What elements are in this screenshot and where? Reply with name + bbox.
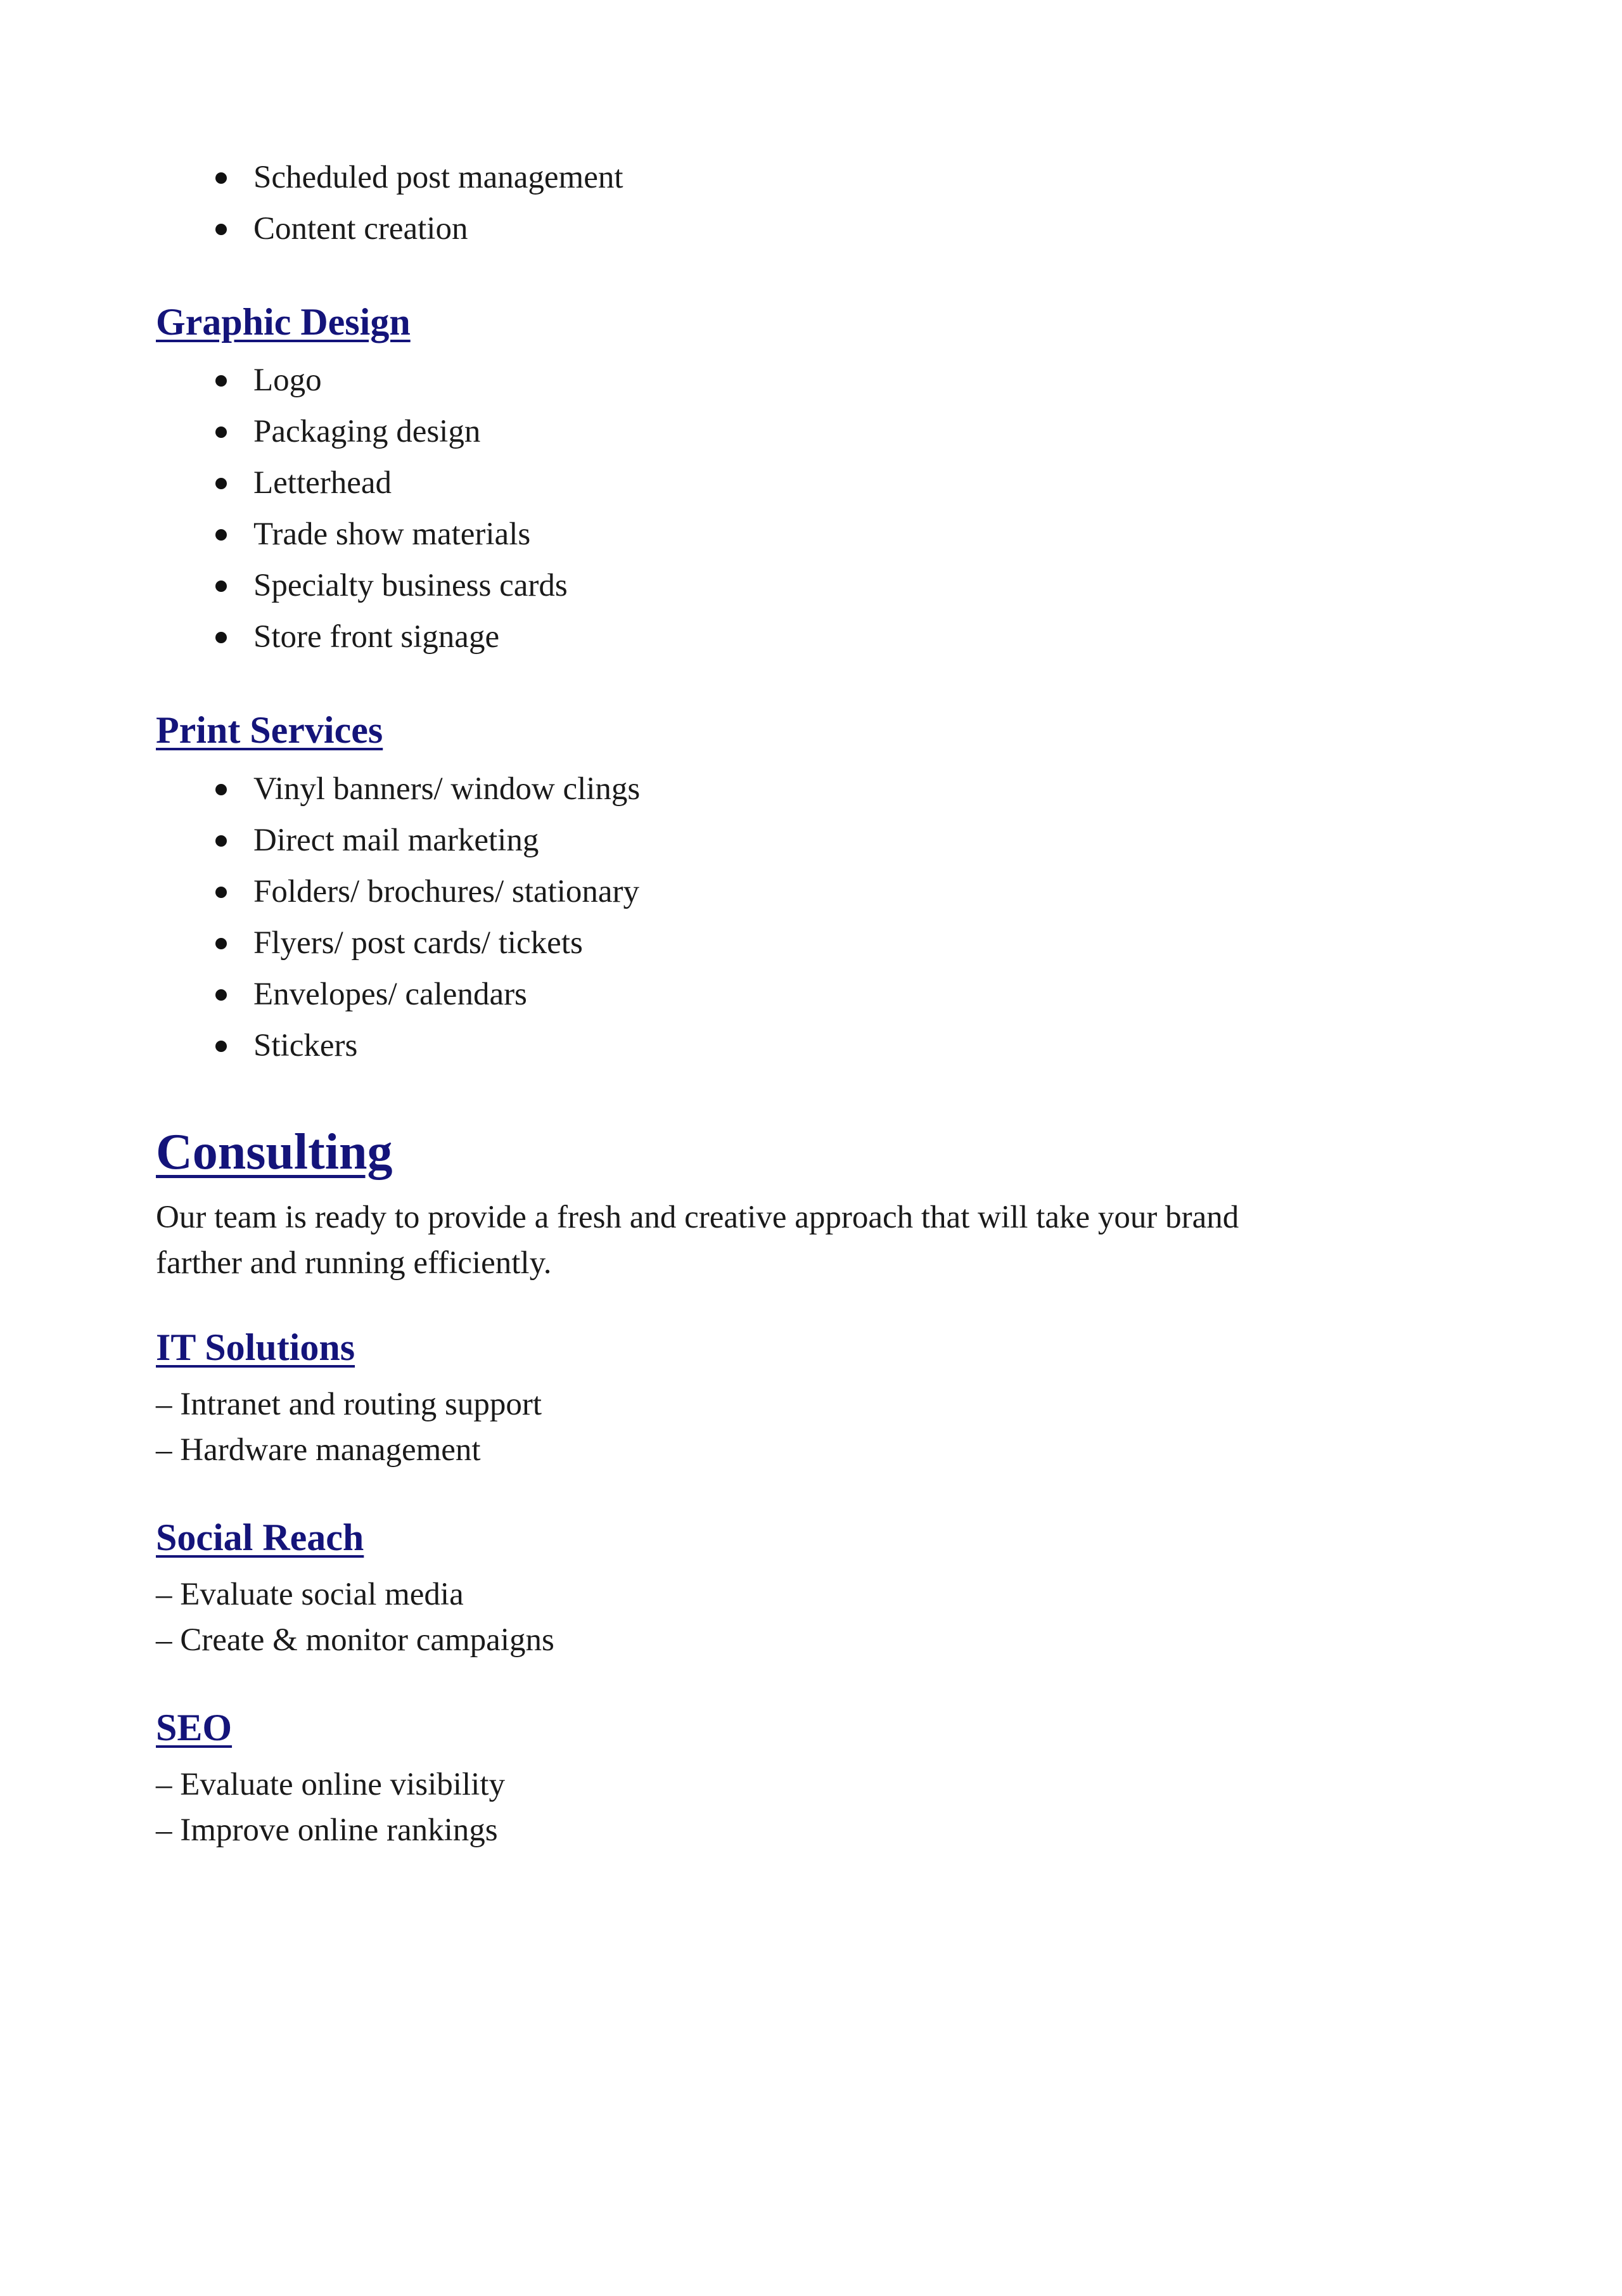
social-reach-heading[interactable]: Social Reach	[156, 1517, 364, 1558]
list-item: Folders/ brochures/ stationary	[156, 866, 640, 918]
list-item: Trade show materials	[156, 509, 568, 560]
bullet-icon	[215, 426, 227, 438]
list-item: Letterhead	[156, 458, 568, 509]
bullet-icon	[215, 375, 227, 387]
bullet-icon	[215, 989, 227, 1001]
list-item: Packaging design	[156, 406, 568, 458]
list-item: Scheduled post management	[156, 152, 623, 203]
graphic-design-list	[156, 355, 568, 663]
bullet-icon	[215, 529, 227, 541]
list-item: Envelopes/ calendars	[156, 969, 640, 1020]
bullet-icon	[215, 835, 227, 847]
list-item: Vinyl banners/ window clings	[156, 764, 640, 815]
bullet-icon	[215, 887, 227, 898]
seo-heading[interactable]: SEO	[156, 1707, 233, 1748]
list-item: Direct mail marketing	[156, 815, 640, 866]
bullet-icon	[215, 632, 227, 643]
bullet-icon	[215, 478, 227, 489]
seo-lines	[156, 1762, 505, 1853]
it-solutions-heading[interactable]: IT Solutions	[156, 1326, 355, 1368]
list-item: Logo	[156, 355, 568, 406]
list-item: – Evaluate social media	[156, 1577, 464, 1612]
list-item: Stickers	[156, 1020, 640, 1072]
list-item: Flyers/ post cards/ tickets	[156, 918, 640, 969]
list-item: – Create & monitor campaigns	[156, 1622, 554, 1658]
bullet-icon	[215, 172, 227, 184]
consulting-intro-line: Our team is ready to provide a fresh and creative approach that will take your brand	[156, 1200, 1239, 1235]
bullet-icon	[215, 580, 227, 592]
list-item: – Hardware management	[156, 1432, 481, 1468]
consulting-intro-line: farther and running efficiently.	[156, 1245, 552, 1281]
social-reach-lines	[156, 1572, 554, 1663]
bullet-icon	[215, 1041, 227, 1052]
list-item: – Improve online rankings	[156, 1812, 498, 1848]
list-item: Specialty business cards	[156, 560, 568, 612]
it-solutions-lines	[156, 1382, 542, 1473]
list-item: – Intranet and routing support	[156, 1387, 542, 1422]
bullet-icon	[215, 784, 227, 795]
list-item: – Evaluate online visibility	[156, 1767, 505, 1802]
consulting-intro	[156, 1195, 1296, 1286]
bullet-icon	[215, 938, 227, 949]
list-item: Store front signage	[156, 612, 568, 663]
bullet-icon	[215, 224, 227, 235]
list-item: Content creation	[156, 203, 623, 255]
social-media-list	[156, 152, 623, 255]
print-services-list	[156, 764, 640, 1072]
consulting-heading[interactable]: Consulting	[156, 1124, 393, 1180]
graphic-design-heading[interactable]: Graphic Design	[156, 301, 411, 343]
print-services-heading[interactable]: Print Services	[156, 709, 383, 751]
